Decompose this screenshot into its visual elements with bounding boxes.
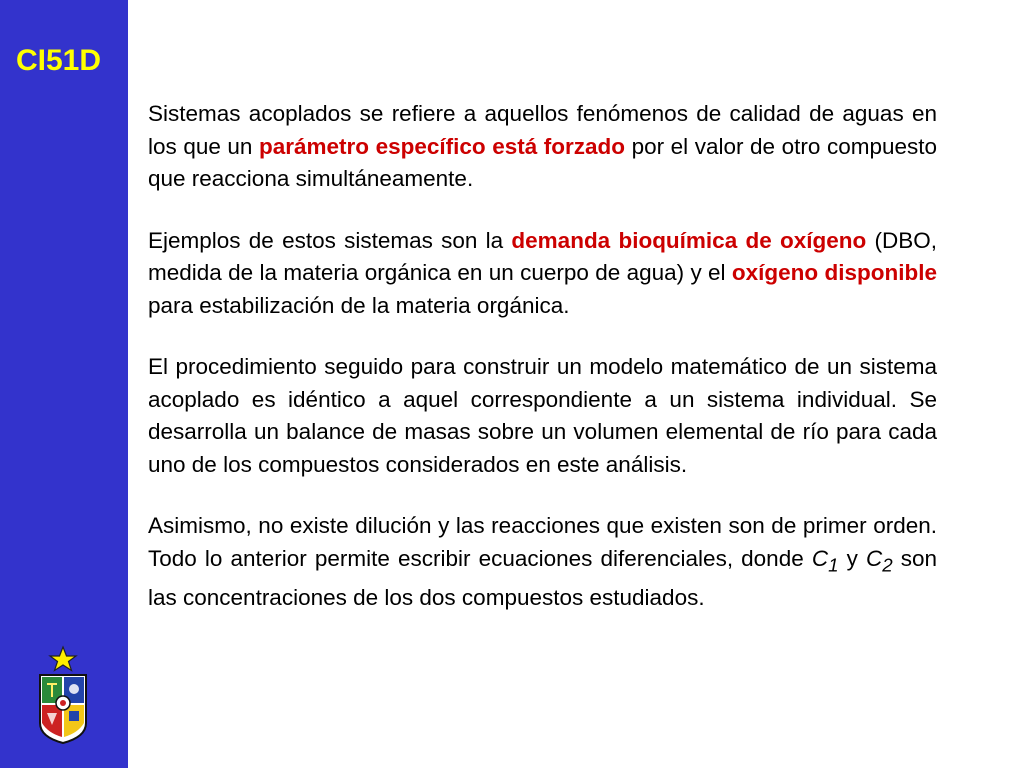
university-crest-icon — [30, 645, 96, 747]
paragraph-4-text-2: y — [838, 545, 866, 571]
sidebar — [0, 0, 128, 768]
variable-c2 — [865, 545, 893, 575]
variable-c2-subscript: 2 — [882, 554, 893, 575]
paragraph-2-text-3: para estabilización de la materia orgánica. — [148, 292, 570, 318]
variable-c1 — [811, 545, 839, 575]
paragraph-4-text-1: Asimismo, no existe dilución y las reacciones que existen son de primer orden. Todo lo anterior permite escribir ecuaciones diferenciales, donde — [148, 513, 937, 571]
variable-c1-subscript: 1 — [828, 554, 839, 575]
star-icon — [50, 647, 76, 671]
variable-c1-letter: C — [811, 545, 829, 571]
highlight-parametro-forzado: parámetro específico está forzado — [259, 133, 626, 159]
paragraph-4 — [148, 510, 937, 614]
paragraph-2-text-1: Ejemplos de estos sistemas son la — [148, 227, 512, 253]
course-code: CI51D — [16, 44, 102, 77]
paragraph-1 — [148, 98, 937, 196]
paragraph-3-text-1: El procedimiento seguido para construir un modelo matemático de un sistema acoplado es idéntico a aquel correspondiente a un sistema individual. Se desarrolla un balance de masas sobre un volumen elemental de río para cada uno de los compuestos considerados en este análisis. — [148, 354, 937, 477]
paragraph-4-text-3: son las concentraciones de los dos compuestos estudiados. — [148, 545, 937, 610]
paragraph-2-text-2: (DBO, medida de la materia orgánica en un cuerpo de agua) y el — [148, 227, 937, 285]
paragraph-1-text-1: Sistemas acoplados se refiere a aquellos fenómenos de calidad de aguas en los que un — [148, 101, 937, 159]
paragraph-3 — [148, 351, 937, 481]
variable-c2-letter: C — [865, 545, 883, 571]
paragraph-2 — [148, 225, 937, 323]
highlight-dbo: demanda bioquímica de oxígeno — [511, 227, 867, 253]
highlight-oxigeno-disponible: oxígeno disponible — [731, 260, 937, 285]
slide-content — [148, 98, 937, 643]
paragraph-1-text-2: por el valor de otro compuesto que reacciona simultáneamente. — [148, 133, 938, 191]
